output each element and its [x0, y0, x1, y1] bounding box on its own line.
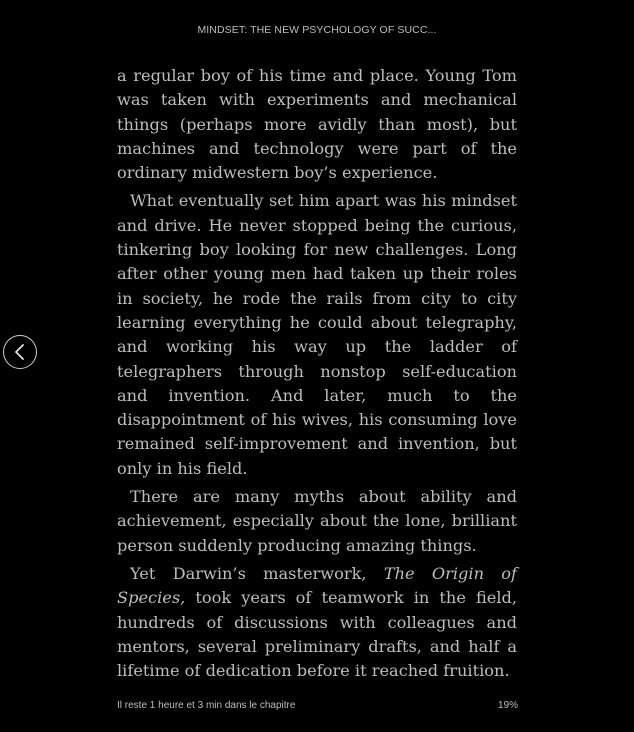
- previous-page-button[interactable]: [3, 335, 37, 369]
- paragraph: a regular boy of his time and place. Young Tom was taken with experiments and mechanical things (perhaps more avidly than most), but machines and technology were part of the ordinary midwestern boy’s experience.: [117, 66, 517, 183]
- chevron-left-icon: [13, 344, 27, 360]
- reading-progress: 19%: [497, 700, 518, 711]
- paragraph: [117, 562, 517, 683]
- book-title: MINDSET: THE NEW PSYCHOLOGY OF SUCC...: [197, 24, 437, 36]
- paragraph: What eventually set him apart was his mindset and drive. He never stopped being the curious, tinkering boy looking for new challenges. Long after other young men had taken up their roles in society, he rode the rails from city to city learning everything he could about telegraphy, and working his way up the ladder of telegraphers through nonstop self-education and invention. And later, much to the disappointment of his wives, his consuming love remained self-improvement and invention, but only in his field.: [117, 191, 517, 478]
- paragraph-text: took years of teamwork in the field, hundreds of discussions with colleagues and mentors, several preliminary drafts, and half a lifetime of dedication before it reached fruition.: [117, 588, 517, 681]
- paragraph: There are many myths about ability and achievement, especially about the lone, brilliant person suddenly producing amazing things.: [117, 487, 517, 555]
- paragraph-text: Yet Darwin’s masterwork,: [130, 563, 384, 583]
- chapter-time-remaining: Il reste 1 heure et 3 min dans le chapitre: [117, 700, 296, 711]
- book-title-italic: The Origin of Species,: [117, 563, 517, 608]
- book-page: [117, 64, 517, 683]
